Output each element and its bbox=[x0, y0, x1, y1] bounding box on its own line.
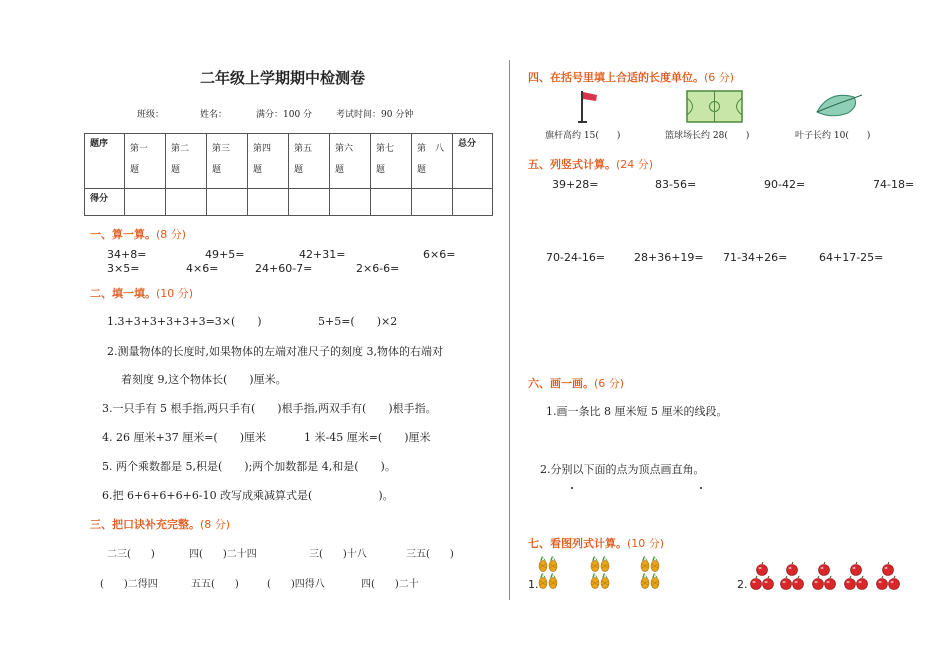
fill-question-2b: 着刻度 9,这个物体长( )厘米。 bbox=[121, 373, 287, 386]
col-5: 第五 题 bbox=[289, 134, 330, 189]
pineapple-group bbox=[536, 556, 666, 590]
col-1: 第一 题 bbox=[125, 134, 166, 189]
rhyme-item: 三( )十八 bbox=[309, 549, 367, 560]
col-3: 第三 题 bbox=[207, 134, 248, 189]
section3-heading: 三、把口诀补充完整。(8 分) bbox=[90, 518, 231, 531]
leaf-icon bbox=[814, 92, 864, 118]
rhyme-item: 四( )二十 bbox=[361, 579, 419, 590]
calc-item: 34+8= bbox=[107, 248, 147, 261]
vertex-dot bbox=[700, 487, 702, 489]
apple-group bbox=[748, 560, 906, 592]
rhyme-item: 三五( ) bbox=[406, 549, 454, 560]
fill-question-3: 3.一只手有 5 根手指,两只手有( )根手指,两双手有( )根手指。 bbox=[102, 402, 437, 415]
section7-heading: 七、看图列式计算。(10 分) bbox=[528, 537, 665, 550]
col-8: 第 八 题 bbox=[412, 134, 453, 189]
score-cell[interactable] bbox=[289, 189, 330, 216]
score-cell[interactable] bbox=[330, 189, 371, 216]
vertical-calc-item: 71-34+26= bbox=[723, 251, 788, 264]
full-score: 满分：100 分 bbox=[256, 110, 313, 120]
section4-heading: 四、在括号里填上合适的长度单位。(6 分) bbox=[528, 71, 735, 84]
vertical-calc-item: 74-18= bbox=[873, 178, 915, 191]
section2-heading: 二、填一填。(10 分) bbox=[90, 287, 194, 300]
picture-question-2-label: 2. bbox=[737, 578, 748, 591]
rhyme-item: ( )四得八 bbox=[267, 579, 325, 590]
rhyme-item: 四( )二十四 bbox=[189, 549, 257, 560]
draw-question-2: 2.分别以下面的点为顶点画直角。 bbox=[540, 463, 705, 476]
rhyme-item: 五五( ) bbox=[191, 579, 239, 590]
calc-item: 4×6= bbox=[186, 262, 219, 275]
picture-question-1-label: 1. bbox=[528, 578, 539, 591]
col-6: 第六 题 bbox=[330, 134, 371, 189]
unit-item: 叶子长约 10( ) bbox=[795, 131, 871, 141]
unit-item: 旗杆高约 15( ) bbox=[545, 131, 621, 141]
fill-question-4a: 4. 26 厘米+37 厘米=( )厘米 bbox=[102, 431, 266, 444]
vertical-calc-item: 28+36+19= bbox=[634, 251, 704, 264]
column-divider bbox=[509, 60, 510, 600]
row-label-order: 题序 bbox=[85, 134, 125, 189]
score-cell[interactable] bbox=[125, 189, 166, 216]
draw-question-1: 1.画一条比 8 厘米短 5 厘米的线段。 bbox=[546, 405, 728, 418]
exam-time: 考试时间：90 分钟 bbox=[336, 110, 414, 120]
calc-item: 49+5= bbox=[205, 248, 245, 261]
fill-question-5: 5. 两个乘数都是 5,积是( );两个加数都是 4,和是( )。 bbox=[102, 460, 396, 473]
class-label: 班级： bbox=[137, 110, 165, 120]
row-label-score: 得分 bbox=[85, 189, 125, 216]
fill-question-2a: 2.测量物体的长度时,如果物体的左端对准尺子的刻度 3,物体的右端对 bbox=[107, 345, 443, 358]
score-cell[interactable] bbox=[412, 189, 453, 216]
name-label: 姓名： bbox=[200, 110, 228, 120]
vertical-calc-item: 64+17-25= bbox=[819, 251, 884, 264]
section1-heading: 一、算一算。(8 分) bbox=[90, 228, 187, 241]
total-label: 总分 bbox=[453, 134, 493, 189]
calc-item: 2×6-6= bbox=[356, 262, 400, 275]
score-cell[interactable] bbox=[248, 189, 289, 216]
vertex-dot bbox=[571, 487, 573, 489]
score-cell[interactable] bbox=[207, 189, 248, 216]
vertical-calc-item: 83-56= bbox=[655, 178, 697, 191]
section5-heading: 五、列竖式计算。(24 分) bbox=[528, 158, 654, 171]
col-2: 第二 题 bbox=[166, 134, 207, 189]
page-title: 二年级上学期期中检测卷 bbox=[200, 69, 366, 87]
score-cell[interactable] bbox=[166, 189, 207, 216]
rhyme-item: 二三( ) bbox=[107, 549, 155, 560]
fill-question-4b: 1 米-45 厘米=( )厘米 bbox=[304, 431, 431, 444]
fill-question-1a: 1.3+3+3+3+3+3=3×( ) bbox=[107, 315, 262, 328]
flagpole-icon bbox=[578, 89, 600, 123]
calc-item: 3×5= bbox=[107, 262, 140, 275]
rhyme-item: ( )二得四 bbox=[100, 579, 158, 590]
calc-item: 42+31= bbox=[299, 248, 346, 261]
fill-question-6: 6.把 6+6+6+6+6-10 改写成乘减算式是( )。 bbox=[102, 489, 394, 502]
section6-heading: 六、画一画。(6 分) bbox=[528, 377, 625, 390]
score-cell[interactable] bbox=[371, 189, 412, 216]
score-table bbox=[84, 133, 493, 216]
col-4: 第四 题 bbox=[248, 134, 289, 189]
calc-item: 6×6= bbox=[423, 248, 456, 261]
vertical-calc-item: 90-42= bbox=[764, 178, 806, 191]
col-7: 第七 题 bbox=[371, 134, 412, 189]
basketball-court-icon bbox=[686, 90, 743, 123]
vertical-calc-item: 70-24-16= bbox=[546, 251, 606, 264]
fill-question-1b: 5+5=( )×2 bbox=[318, 315, 398, 328]
vertical-calc-item: 39+28= bbox=[552, 178, 599, 191]
score-cell[interactable] bbox=[453, 189, 493, 216]
calc-item: 24+60-7= bbox=[255, 262, 313, 275]
unit-item: 篮球场长约 28( ) bbox=[665, 131, 750, 141]
